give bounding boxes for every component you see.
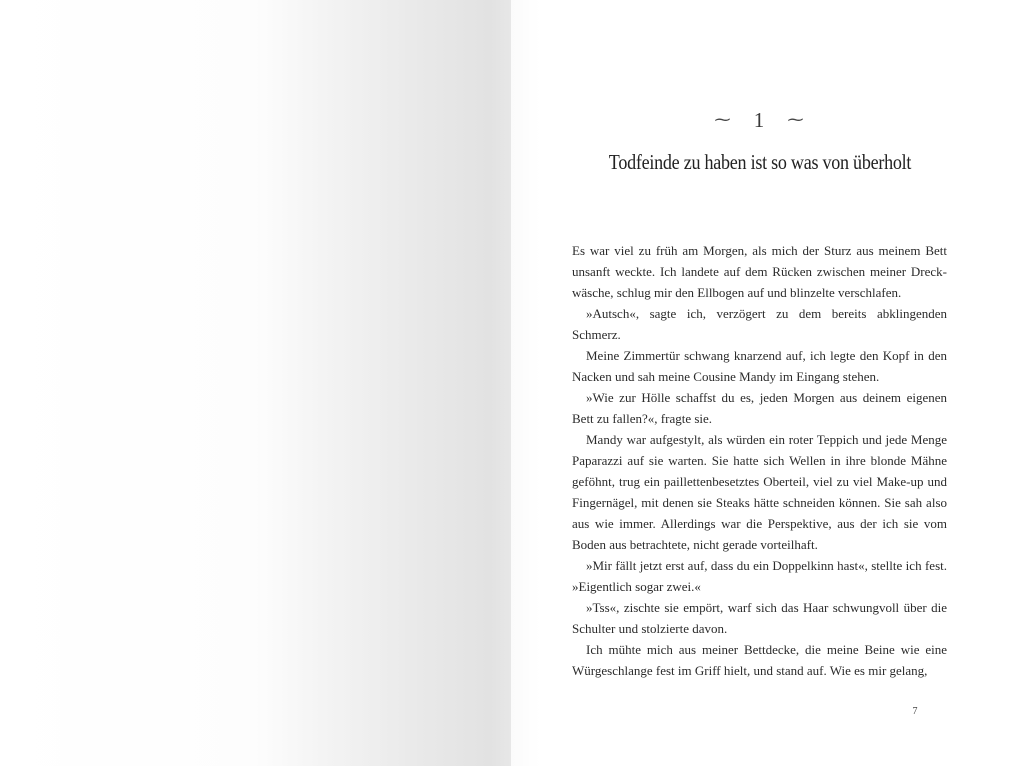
ornament-left-icon: ⁓ — [714, 112, 733, 130]
chapter-number-marker — [511, 106, 1009, 133]
ornament-right-icon: ⁓ — [787, 112, 806, 130]
paragraph: Ich mühte mich aus meiner Bettdecke, die meine Beine wie eine Würgeschlange fest im Griff hielt, und stand auf. Wie es mir gelang, — [572, 642, 947, 678]
chapter-title: Todfeinde zu haben ist so was von überholt — [608, 150, 912, 174]
chapter-number: 1 — [753, 107, 767, 132]
paragraph: Es war viel zu früh am Morgen, als mich der Sturz aus meinem Bett unsanft weckte. Ich landete auf dem Rücken zwischen meiner Dreckwäsche, schlug mir den Ellbogen auf und blinzelte verschlafen. — [572, 243, 947, 300]
paragraph: »Tss«, zischte sie empört, warf sich das Haar schwungvoll über die Schulter und stolzierte davon. — [572, 600, 947, 636]
paragraph: Mandy war aufgestylt, als würden ein roter Teppich und jede Menge Paparazzi auf sie warten. Sie hatte sich Wellen in ihre blonde Mähne geföhnt, trug ein paillettenbesetztes Oberteil, viel zu viel Make-up und Fingernägel, mit denen sie Steaks hätte schneiden können. Sie sah also aus wie immer. Allerdings war die Perspektive, aus der ich sie vom Boden aus betrachtete, nicht gerade vorteilhaft. — [572, 432, 947, 552]
page-number: 7 — [912, 706, 918, 717]
paragraph: »Mir fällt jetzt erst auf, dass du ein Doppelkinn hast«, stellte ich fest. »Eigentlich sogar zwei.« — [572, 558, 947, 594]
chapter-body-text — [572, 240, 947, 681]
paragraph: Meine Zimmertür schwang knarzend auf, ich legte den Kopf in den Nacken und sah meine Cousine Mandy im Eingang stehen. — [572, 348, 947, 384]
paragraph: »Autsch«, sagte ich, verzögert zu dem bereits abklingenden Schmerz. — [572, 306, 947, 342]
paragraph: »Wie zur Hölle schaffst du es, jeden Morgen aus deinem eigenen Bett zu fallen?«, fragte sie. — [572, 390, 947, 426]
